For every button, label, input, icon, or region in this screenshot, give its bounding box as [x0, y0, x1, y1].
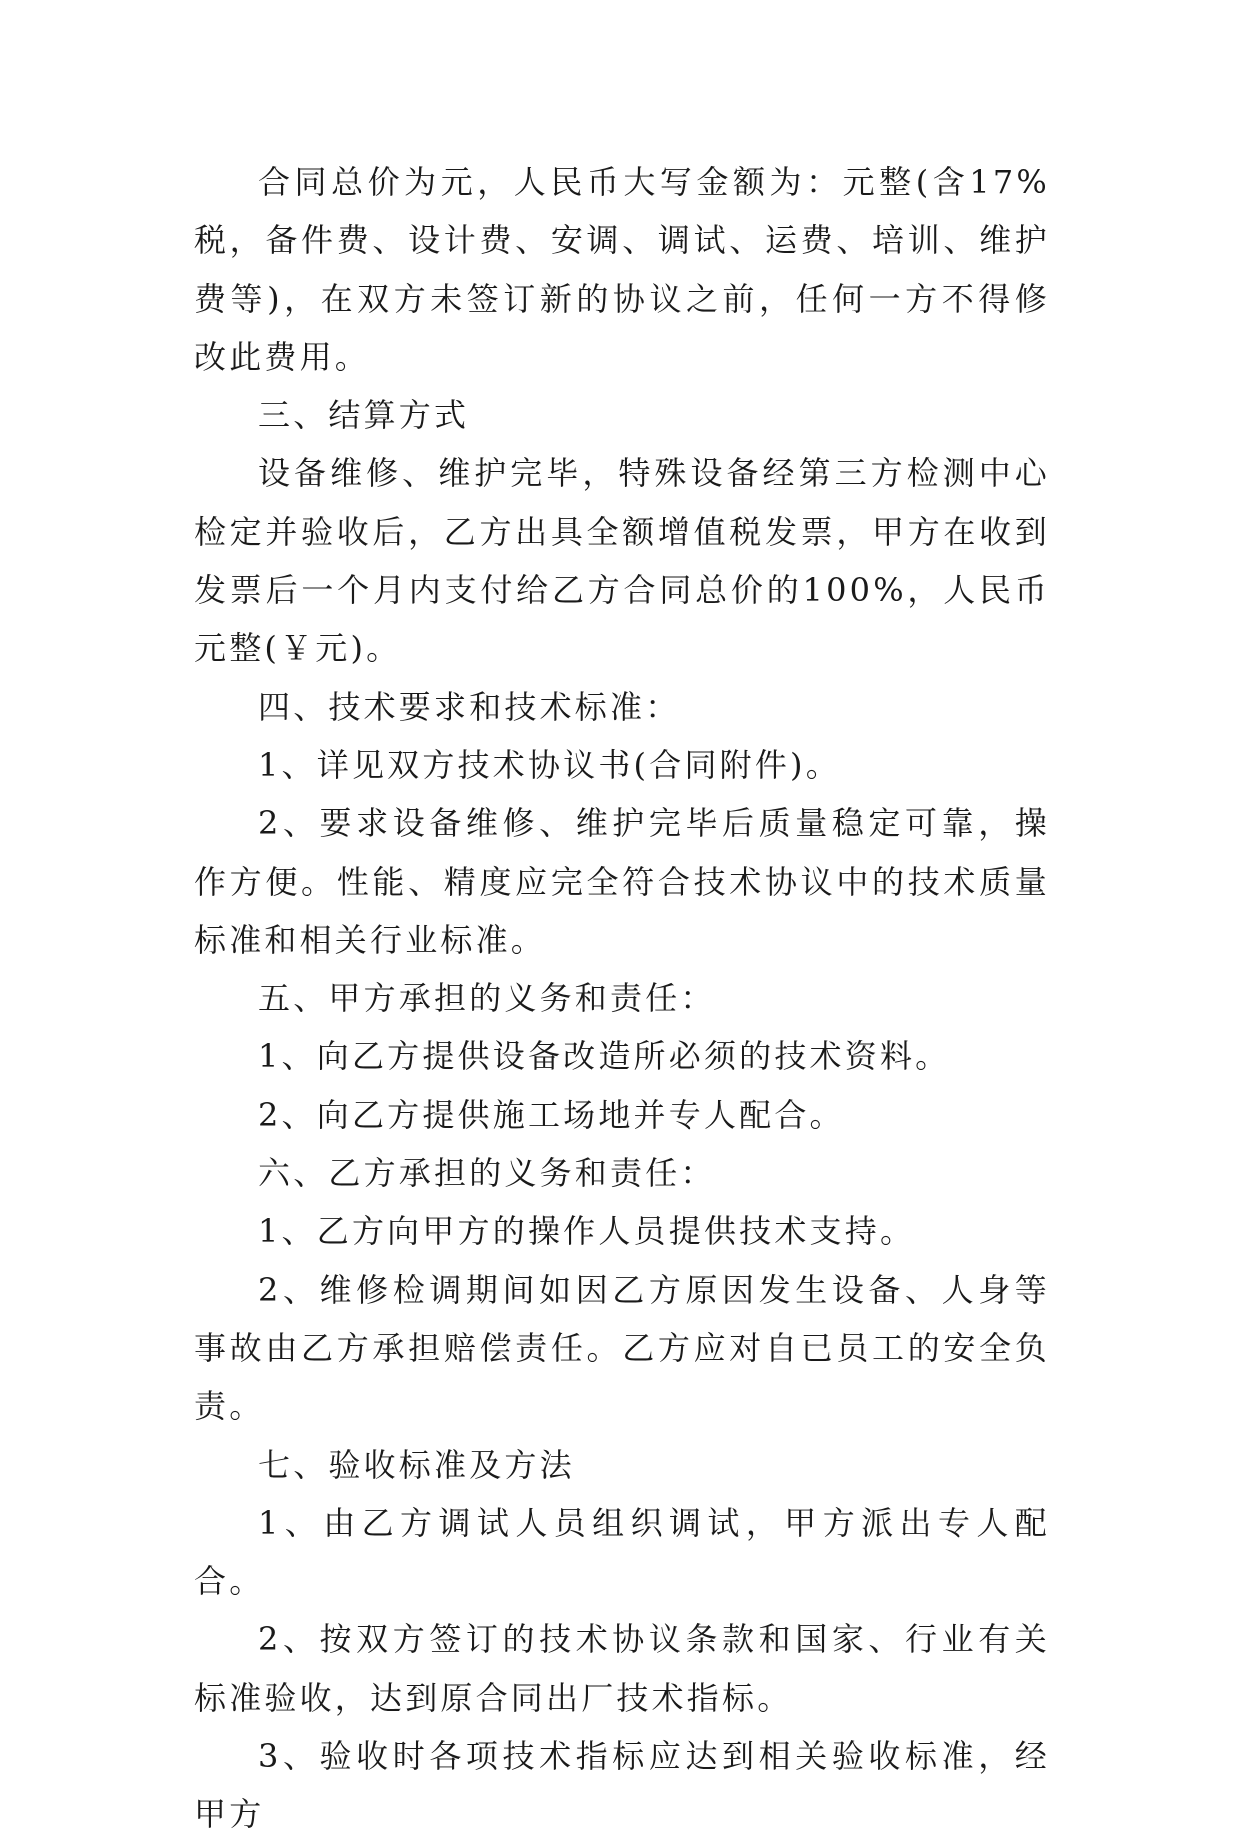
paragraph-party-b-2: 2、维修检调期间如因乙方原因发生设备、人身等事故由乙方承担赔偿责任。乙方应对自已员工的安全负责。 [194, 1270, 1050, 1426]
paragraph-tech-1: 1、详见双方技术协议书(合同附件)。 [258, 745, 841, 784]
paragraph-acceptance-1: 1、由乙方调试人员组织调试，甲方派出专人配合。 [194, 1503, 1050, 1601]
heading-party-a-obligations: 五、甲方承担的义务和责任： [258, 979, 716, 1018]
paragraph-party-a-2: 2、向乙方提供施工场地并专人配合。 [258, 1095, 845, 1134]
heading-technical-requirements: 四、技术要求和技术标准： [258, 687, 681, 726]
heading-party-b-obligations: 六、乙方承担的义务和责任： [258, 1154, 716, 1193]
paragraph-contract-price: 合同总价为元，人民币大写金额为：元整(含17%税，备件费、设计费、安调、调试、运费、培训、维护费等)，在双方未签订新的协议之前，任何一方不得修改此费用。 [194, 163, 1050, 376]
heading-acceptance: 七、验收标准及方法 [258, 1445, 575, 1484]
paragraph-acceptance-3: 3、验收时各项技术指标应达到相关验收标准，经甲方 [194, 1737, 1050, 1834]
paragraph-party-a-1: 1、向乙方提供设备改造所必须的技术资料。 [258, 1037, 951, 1076]
paragraph-acceptance-2: 2、按双方签订的技术协议条款和国家、行业有关标准验收，达到原合同出厂技术指标。 [194, 1620, 1050, 1717]
paragraph-tech-2: 2、要求设备维修、维护完毕后质量稳定可靠，操作方便。性能、精度应完全符合技术协议中的技术质量标准和相关行业标准。 [194, 804, 1050, 959]
document-page [194, 153, 1050, 1844]
heading-settlement: 三、结算方式 [258, 396, 470, 435]
paragraph-party-b-1: 1、乙方向甲方的操作人员提供技术支持。 [258, 1212, 916, 1251]
paragraph-settlement: 设备维修、维护完毕，特殊设备经第三方检测中心检定并验收后，乙方出具全额增值税发票，甲方在收到发票后一个月内支付给乙方合同总价的100%，人民币元整(￥元)。 [194, 454, 1050, 668]
